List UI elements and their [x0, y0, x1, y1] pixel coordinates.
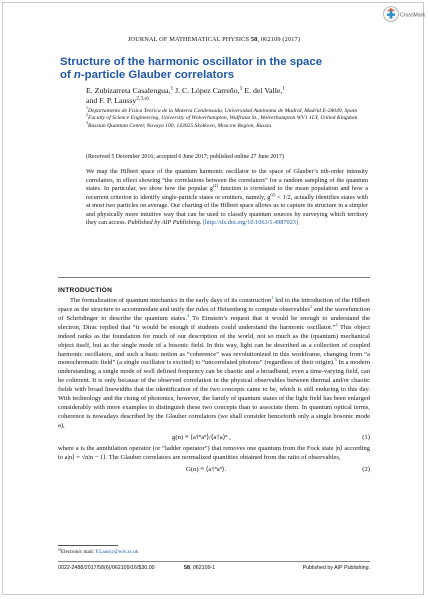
- footer-publisher: Published by AIP Publishing.: [302, 565, 370, 571]
- doi-link[interactable]: [http://dx.doi.org/10.1063/1.4987023]: [201, 219, 298, 227]
- publication-dates: (Received 5 December 2016; accepted 6 June 2017; published online 27 June 2017): [86, 154, 284, 160]
- equation-1-number: (1): [362, 433, 370, 441]
- footer-page-number: 58, 062109-1: [184, 565, 216, 571]
- affiliation-3: $^3$Russian Quantum Center, Novaya 100, 143025 Skolkovo, Moscow Region, Russia: [86, 120, 272, 129]
- email-link[interactable]: F.Laussy@wlv.ac.uk: [95, 549, 139, 555]
- footer-issn: 0022-2488/2017/58(6)/062109/16/$30.00: [58, 565, 155, 571]
- equation-2-expression: G(n) ≡ ⟨a†ⁿaⁿ⟩.: [186, 465, 227, 473]
- paragraph-2: where a is the annihilation operator (or “ladder operator”) that removes one quantum from the Fock state |n⟩ according to a|n⟩ = √n|n − 1⟩. The Glauber correlators are normalized quantities obtained from the ratio of observables,: [58, 444, 370, 461]
- footnote-divider: [58, 545, 118, 546]
- affiliations: [86, 108, 376, 130]
- crossmark-label: CrossMark: [400, 12, 426, 19]
- footnote: $^{a)}$Electronic mail: F.Laussy@wlv.ac.uk: [58, 547, 139, 555]
- equation-2: [58, 463, 370, 480]
- section-heading: INTRODUCTION: [58, 287, 113, 294]
- equation-1: [58, 431, 370, 445]
- article-title: Structure of the harmonic oscillator in the space of n-particle Glauber correlators: [60, 56, 323, 82]
- citation-4[interactable]: 4: [335, 321, 338, 327]
- equation-1-expression: g(n) ≡ ⟨a†ⁿaⁿ⟩/⟨a†a⟩ⁿ ,: [172, 433, 231, 441]
- citation-2[interactable]: 2: [309, 303, 313, 309]
- body-text: [58, 294, 371, 480]
- title-line-1: Structure of the harmonic oscillator in the space: [60, 56, 323, 68]
- citation-3[interactable]: 3: [186, 312, 190, 318]
- section-divider: [58, 277, 370, 278]
- affiliation-2: $^2$Faculty of Science Engineering, University of Wolverhampton, Wulfruna St., Wolverhampton WV1 1LY, United Kingdom: [86, 113, 358, 122]
- paragraph-1: The formalization of quantum mechanics in the early days of its construction$^1$ led to the introduction of the Hilbert space as the structure to accommodate and unify the rules of Heisenberg to compute observables$^2$ and the wavefunction of Schrödinger to describe the quantum states.$^3$ To Einstein’s request that it would be enough to understand the electron, Dirac replied that “it would be enough if students could understand the harmonic oscillator.”$^4$ This object indeed ranks as the foundation for much of our description of the world, not so much as the (quantum) mechanical object itself, but as the single mode of a bosonic field. In this way, light can be described as a collection of coupled harmonic oscillators, and such a basic notion as “coherence” was revolutionized in this workframe, changing from “a monochromatic field” (a single oscillator is excited) to “uncorrelated photons” (regardless of their origin).$^5$ In a modern understanding, a single mode of well defined frequency can be chaotic and a broadband, even a time-varying field, can be coherent. It is only because of the observed correlation in the physical observables between thermal and/or chaotic fields with broad linewidths that the identification of the two concepts came to be, which is still enduring to this day. With technology and the rising of photonics, however, the family of quantum states of the light field has been enlarged considerably with more examples to distinguish these two concepts than to associate them. In quantum optical terms, coherence is nowadays described by the Glauber correlators (we shall consider henceforth only a single bosonic mode a),: [58, 294, 371, 429]
- running-head: JOURNAL OF MATHEMATICAL PHYSICS 58, 062109 (2017): [127, 36, 301, 43]
- abstract: We map the Hilbert space of the quantum harmonic oscillator to the space of Glauber’s nth-order intensity correlators, in effect showing “the correlations between the correlators” for a random sampling of the quantum states. In particular, we show how the popular $g^{(2)}$ function is correlated to the mean population and how a recurrent criterion to identify single-particle states or emitters, namely, $g^{(2)} < 1/2$, actually identifies states with at most two particles on average. Our charting of the Hilbert space allows us to capture its structure in a simpler and physically more intuitive way that can be used to classify quantum sources by surveying which territory they can access. Published by AIP Publishing. [http://dx.doi.org/10.1063/1.4987023]: [86, 168, 368, 227]
- citation-5[interactable]: 5: [334, 357, 337, 363]
- affiliation-1: $^1$Departamento de Física Teórica de la Materia Condensada, Universidad Autónoma de Madrid, Madrid E-28049, Spain: [86, 106, 358, 114]
- author-list: E. Zubizarreta Casalengua,$^1$ J. C. López Carreño,$^1$ E. del Valle,$^1$ and F. P. Laussy$^{2,3,a)}$: [86, 85, 286, 105]
- crossmark-logo[interactable]: [382, 5, 426, 23]
- equation-2-number: (2): [362, 465, 370, 473]
- citation-1[interactable]: 1: [271, 294, 274, 300]
- footer-divider: [58, 561, 370, 562]
